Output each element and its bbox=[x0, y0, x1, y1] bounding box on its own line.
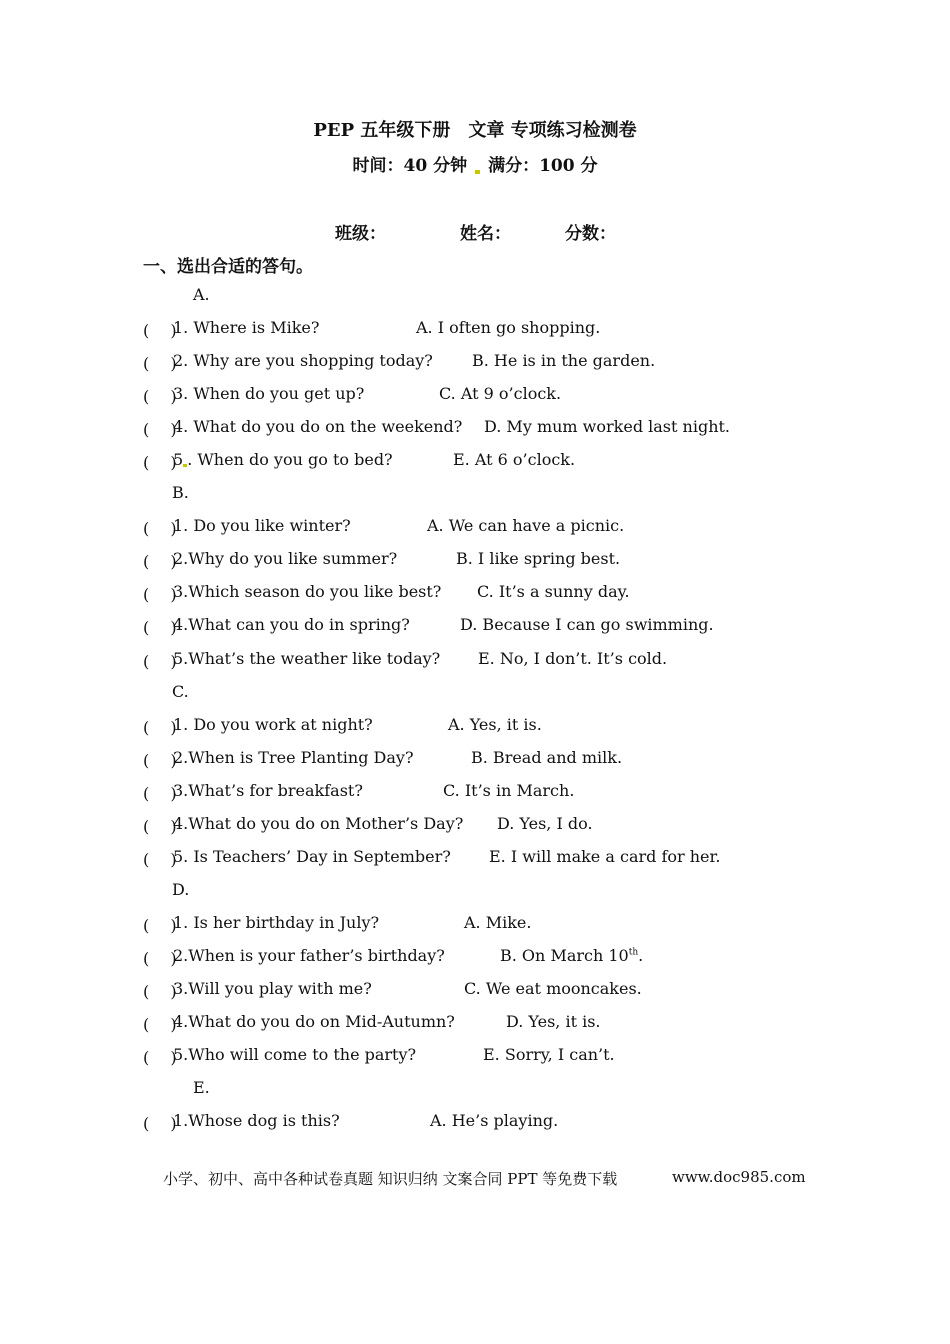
answer-option: B. Bread and milk. bbox=[471, 748, 623, 767]
answer-blank[interactable]: ( ) bbox=[143, 321, 177, 340]
section-1-title: 一、选出合适的答句。 bbox=[143, 257, 313, 277]
answer-blank[interactable]: ( ) bbox=[143, 949, 177, 968]
question: 2.Why do you like summer? bbox=[173, 549, 398, 568]
answer-blank[interactable]: ( ) bbox=[143, 1048, 177, 1067]
answer-option: C. At 9 o’clock. bbox=[439, 384, 562, 403]
answer-blank[interactable]: ( ) bbox=[143, 453, 177, 472]
question: 4. What do you do on the weekend? bbox=[173, 417, 463, 436]
group-e-label: E. bbox=[193, 1078, 210, 1097]
answer-option: B. He is in the garden. bbox=[472, 351, 656, 370]
mark-decoration bbox=[475, 170, 480, 174]
answer-option: E. At 6 o’clock. bbox=[453, 450, 576, 469]
answer-blank[interactable]: ( ) bbox=[143, 916, 177, 935]
ordinal-suffix: th bbox=[628, 947, 639, 958]
answer-period: . bbox=[638, 946, 644, 965]
page-title: PEP 五年级下册 文章 专项练习检测卷 bbox=[313, 120, 637, 141]
answer-option: E. I will make a card for her. bbox=[489, 847, 721, 866]
answer-option: B. I like spring best. bbox=[456, 549, 621, 568]
answer-blank[interactable]: ( ) bbox=[143, 618, 177, 637]
answer-blank[interactable]: ( ) bbox=[143, 354, 177, 373]
answer-blank[interactable]: ( ) bbox=[143, 817, 177, 836]
answer-blank[interactable]: ( ) bbox=[143, 652, 177, 671]
footer-url[interactable]: www.doc985.com bbox=[672, 1168, 806, 1186]
answer-text: B. On March 10 bbox=[500, 946, 629, 965]
answer-option: C. It’s a sunny day. bbox=[477, 582, 630, 601]
question-text: . When do you go to bed? bbox=[187, 450, 393, 469]
answer-blank[interactable]: ( ) bbox=[143, 420, 177, 439]
name-label: 姓名： bbox=[460, 224, 511, 244]
score-label: 分数： bbox=[565, 224, 616, 244]
question-number: 5 bbox=[173, 450, 184, 469]
group-b-label: B. bbox=[172, 483, 189, 502]
question: 5.Who will come to the party? bbox=[173, 1045, 417, 1064]
question: 1. Do you like winter? bbox=[173, 516, 351, 535]
question: 2.When is Tree Planting Day? bbox=[173, 748, 414, 767]
answer-blank[interactable]: ( ) bbox=[143, 387, 177, 406]
question: 1.Whose dog is this? bbox=[173, 1111, 340, 1130]
answer-blank[interactable]: ( ) bbox=[143, 751, 177, 770]
answer-option: C. We eat mooncakes. bbox=[464, 979, 642, 998]
answer-option: D. My mum worked last night. bbox=[484, 417, 731, 436]
answer-blank[interactable]: ( ) bbox=[143, 585, 177, 604]
class-label: 班级： bbox=[335, 224, 386, 244]
answer-option: A. He’s playing. bbox=[430, 1111, 559, 1130]
question: 3.What’s for breakfast? bbox=[173, 781, 363, 800]
group-a-label: A. bbox=[193, 285, 210, 304]
question: 3.Will you play with me? bbox=[173, 979, 372, 998]
exam-time: 时间：40 分钟 bbox=[352, 156, 468, 176]
answer-blank[interactable]: ( ) bbox=[143, 982, 177, 1001]
answer-option: D. Yes, it is. bbox=[506, 1012, 601, 1031]
question: 1. Do you work at night? bbox=[173, 715, 373, 734]
answer-blank[interactable]: ( ) bbox=[143, 1114, 177, 1133]
exam-meta bbox=[0, 151, 950, 176]
answer-option bbox=[500, 946, 643, 965]
question: 2.When is your father’s birthday? bbox=[173, 946, 445, 965]
answer-blank[interactable]: ( ) bbox=[143, 519, 177, 538]
question: 2. Why are you shopping today? bbox=[173, 351, 433, 370]
answer-option: D. Yes, I do. bbox=[497, 814, 593, 833]
answer-option: A. Yes, it is. bbox=[448, 715, 542, 734]
question: 4.What do you do on Mother’s Day? bbox=[173, 814, 464, 833]
answer-blank[interactable]: ( ) bbox=[143, 552, 177, 571]
question: 3. When do you get up? bbox=[173, 384, 365, 403]
answer-blank[interactable]: ( ) bbox=[143, 784, 177, 803]
question: 5. Is Teachers’ Day in September? bbox=[173, 847, 451, 866]
question: 1. Where is Mike? bbox=[173, 318, 320, 337]
question: 3.Which season do you like best? bbox=[173, 582, 442, 601]
answer-blank[interactable]: ( ) bbox=[143, 1015, 177, 1034]
question: 4.What do you do on Mid-Autumn? bbox=[173, 1012, 455, 1031]
group-d-label: D. bbox=[172, 880, 190, 899]
question: 4.What can you do in spring? bbox=[173, 615, 410, 634]
answer-option: C. It’s in March. bbox=[443, 781, 575, 800]
question: 5.What’s the weather like today? bbox=[173, 649, 441, 668]
answer-option: E. Sorry, I can’t. bbox=[483, 1045, 615, 1064]
answer-option: E. No, I don’t. It’s cold. bbox=[478, 649, 668, 668]
answer-option: D. Because I can go swimming. bbox=[460, 615, 714, 634]
group-c-label: C. bbox=[172, 682, 189, 701]
answer-blank[interactable]: ( ) bbox=[143, 850, 177, 869]
answer-option: A. I often go shopping. bbox=[416, 318, 601, 337]
exam-total-score: 满分：100 分 bbox=[488, 156, 598, 176]
question: 1. Is her birthday in July? bbox=[173, 913, 380, 932]
answer-option: A. We can have a picnic. bbox=[427, 516, 625, 535]
answer-blank[interactable]: ( ) bbox=[143, 718, 177, 737]
answer-option: A. Mike. bbox=[464, 913, 532, 932]
question bbox=[173, 450, 393, 469]
footer-text: 小学、初中、高中各种试卷真题 知识归纳 文案合同 PPT 等免费下载 bbox=[163, 1170, 618, 1188]
